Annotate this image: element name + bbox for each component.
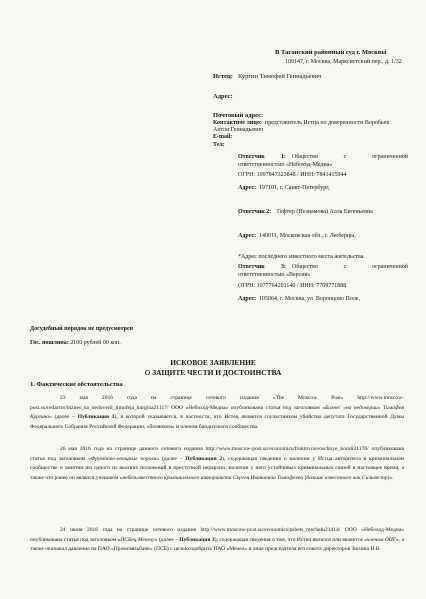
paragraph-3-quote: членом ОПГ <box>366 536 396 543</box>
defendant3-name-line2: ответственностью «Версия» <box>238 272 311 278</box>
defendant3-label: Ответчик 3: <box>238 264 286 270</box>
paragraph-3-text-d: », а также оказывал давление на ПАО «Промсвязьбанк» (ПСБ) с целью одобрить ПАО «Мечел» в лице председателя его совета директоров Зюзина И.В. <box>30 536 404 553</box>
defendant1-name-line2: ответственностью «Небоход-Медиа» <box>238 162 333 168</box>
defendant1-ids: ОГРН: 1097847323848 / ИНН: 7841415944 <box>238 172 347 178</box>
paragraph-3-title: ПСБец Мечелу <box>120 536 155 543</box>
paragraph-3-pub: Публикация 3 <box>179 536 215 543</box>
defendant2-note: *Адрес последнего известного места жительства. <box>238 254 365 260</box>
paragraph-2-text-b: » (далее – <box>156 455 186 462</box>
contact-line2: Антон Геннадьевич <box>213 127 264 133</box>
court-name: В Таганский районный суд г. Москвы <box>275 49 387 56</box>
section-heading: 1. Фактические обстоятельства <box>30 381 123 388</box>
defendant1-name-line1: Общество с ограниченной <box>292 154 408 160</box>
paragraph-1-text-b: » (далее – <box>49 414 78 421</box>
paragraph-3-text-a: 24 июня 2016 года на странице сетевого издания http://www.moscow-post.su/economics/psbets_mechelu21414/ ООО «Небоход-Медиа» опубликована статья под заголовком « <box>30 527 404 543</box>
state-fee <box>30 340 121 348</box>
pretrial-note: Досудебный порядок не предусмотрен <box>30 326 134 332</box>
paragraph-1-pub: Публикация 1 <box>77 414 115 421</box>
paragraph-1-title: Бизнес «на недоверии» Тимофея Кургина <box>30 404 404 421</box>
paragraph-2-text-d: ». <box>389 475 394 482</box>
plaintiff-label: Истец: <box>213 73 233 80</box>
phone-label: Тел: <box>213 142 225 148</box>
paragraph-1-text-a: 23 мая 2016 года на странице сетевого издания «The Moscow Post» http://www.moscow-post.su/redactor/biznes_na_nedoverii_timofeja_kurgina21117/ ООО «Небоход-Медиа» опубликована статья под заголовком « <box>30 395 404 411</box>
court-address: 109147, г. Москва, Марксистский пер., д. 1/32 <box>285 59 402 65</box>
defendant2-address: 140011, Московская обл., г. Люберцы, <box>259 233 356 239</box>
contact-line1: представитель Истца по доверенности Воробьев <box>265 120 390 126</box>
plaintiff-name: Кургин Тимофей Геннадьевич <box>238 73 322 80</box>
paragraph-3-text-b: » (далее – <box>154 536 180 543</box>
paragraph-2 <box>30 445 404 484</box>
contact-label: Контактное лицо: <box>213 120 262 126</box>
defendant1-address: 197101, г. Санкт-Петербург, <box>259 185 330 191</box>
postal-address-label: Почтовый адрес: <box>213 112 264 119</box>
defendant2-label: Ответчик 2: <box>238 209 272 215</box>
paragraph-2-pub: Публикация 2 <box>185 455 223 462</box>
document-title: ИСКОВОЕ ЗАЯВЛЕНИЕ <box>170 358 256 367</box>
defendant2-name: Гефтер (Незнамова) Алла Евгеньевна <box>277 209 373 215</box>
paragraph-2-text-c: ), содержащая сведения о наличии у Истца авторитета в криминальном сообществе и занятии им одного из высших положений в преступной иерархии, наличии у него устойчивых криминальных связей в настоящее время, а также что ранее он являлся учеником « <box>30 455 405 482</box>
email-label: E-mail: <box>213 134 233 140</box>
paragraph-3 <box>30 526 404 555</box>
defendant1-address-label: Адрес: <box>238 185 257 191</box>
defendant3-address: 105064, г. Москва, ул. Воронцово Поле, <box>259 296 360 302</box>
document-subtitle: О ЗАЩИТЕ ЧЕСТИ И ДОСТОИНСТВА <box>144 368 282 377</box>
paragraph-2-text-a: 26 мая 2016 года на странице данного сетевого издания http://www.moscow-post.su/economics/fruktovoovoschnye_koroli21170/ опубликована статья под заголовком « <box>30 446 404 462</box>
defendant3-ids: ОГРН: 1077764201140 / ИНН: 7709771888 <box>238 283 347 289</box>
paragraph-1 <box>30 394 404 433</box>
fee-label: Гос. пошлина: <box>30 340 69 346</box>
plaintiff-address-label: Адрес: <box>213 93 233 100</box>
paragraph-2-quote: небезызвестного криминального авторитета Сергея Ивановича Тимофеева (больше известного как Сильвестр) <box>122 475 390 482</box>
defendant2-address-label: Адрес: <box>238 233 257 239</box>
paragraph-1-text-c: ), в которой указывается, в частности, что Истец является соучастником убийства депутата Государственной Думы Федерального Собрания Российской Федерации, «боевиком» и членом бандитского сообщества. <box>30 414 404 431</box>
paragraph-2-title: Фруктово-овощные короли <box>90 455 157 462</box>
paragraph-3-text-c: ), содержащая сведения о том, что Истец являлся или является « <box>214 536 367 543</box>
defendant1-label: Ответчик 1: <box>238 154 286 160</box>
defendant3-name-line1: Общество с ограниченной <box>292 264 408 270</box>
defendant3-address-label: Адрес: <box>238 296 257 302</box>
fee-value: 2100 рублей 00 коп. <box>70 340 121 346</box>
